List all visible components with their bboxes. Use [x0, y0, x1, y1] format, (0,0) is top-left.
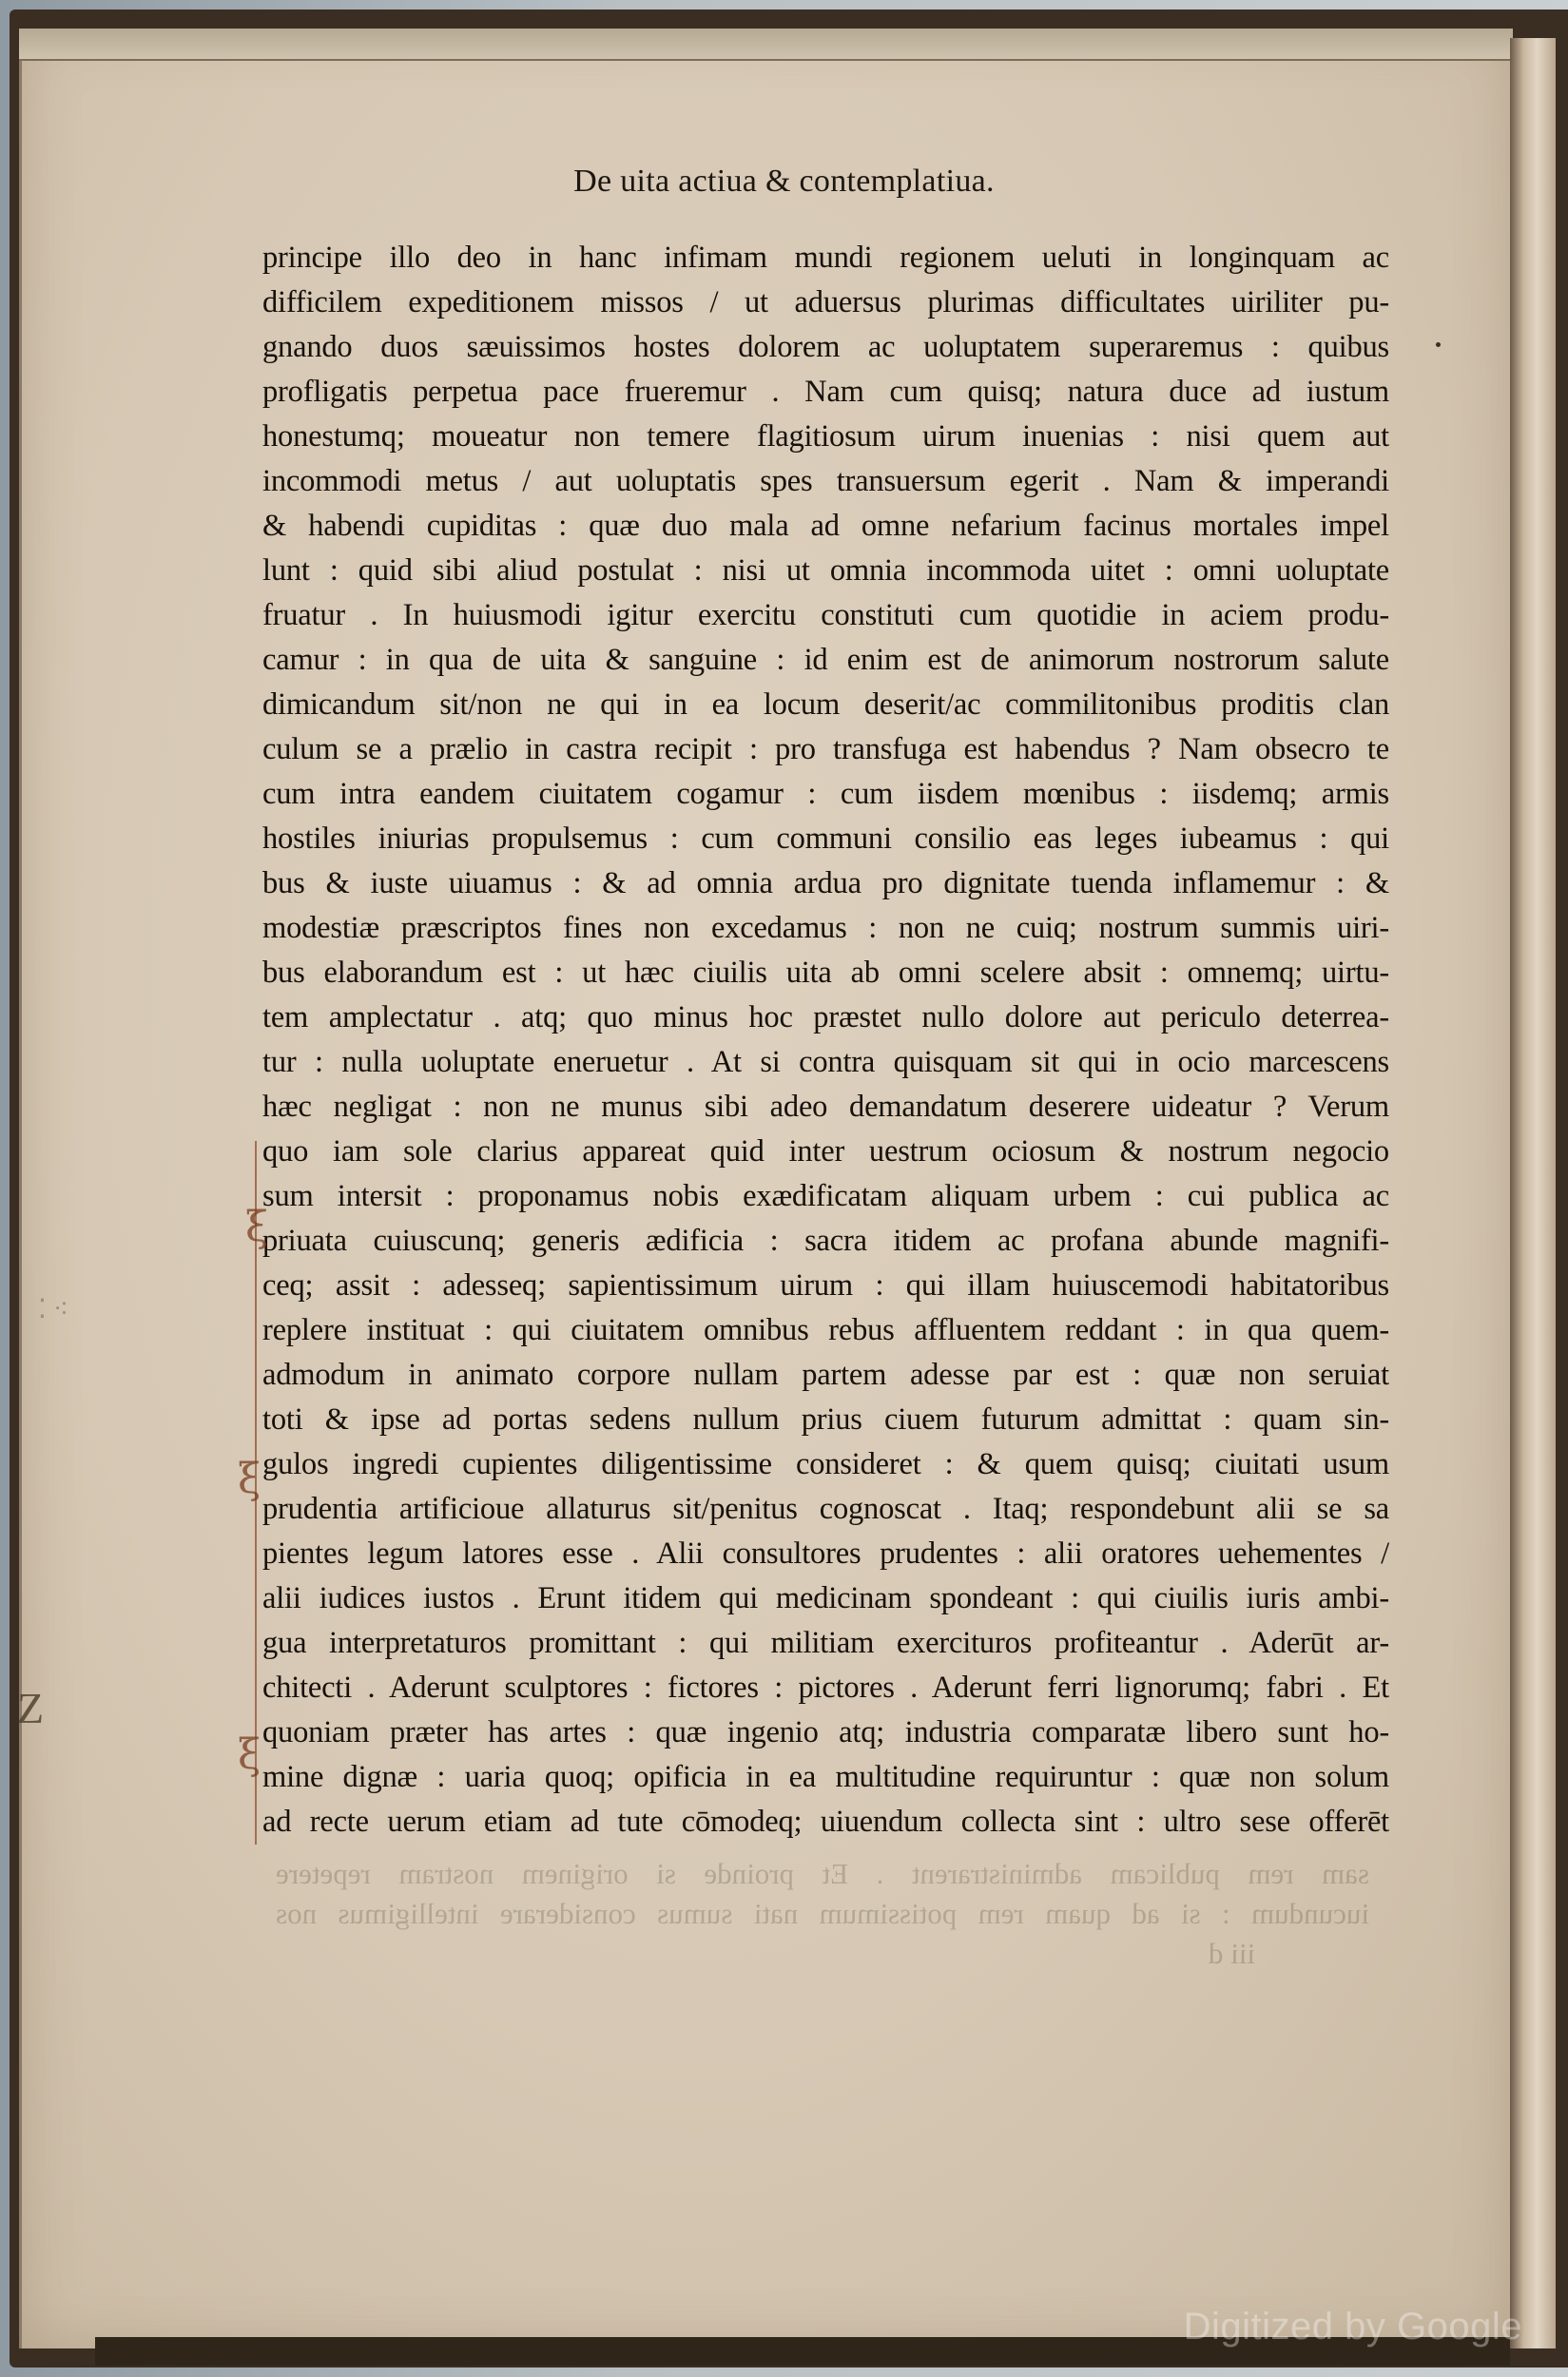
text-line: tur : nulla uoluptate eneruetur . At si contra quisquam sit qui in ocio marcescens	[262, 1045, 1389, 1079]
text-line: & habendi cupiditas : quæ duo mala ad omne nefarium facinus mortales impel	[262, 509, 1389, 543]
running-head: De uita actiua & contemplatiua.	[573, 164, 995, 199]
margin-squiggle-icon: ξ	[238, 1730, 261, 1779]
text-line: bus & iuste uiuamus : & ad omnia ardua pro dignitate tuenda inflamemur : &	[262, 866, 1389, 900]
text-line: chitecti . Aderunt sculptores : fictores : pictores . Aderunt ferri lignorumq; fabri . Et	[262, 1671, 1389, 1705]
text-line: honestumq; moueatur non temere flagitiosum uirum inuenias : nisi quem aut	[262, 419, 1389, 454]
top-page-edge	[19, 29, 1510, 61]
body-text	[262, 236, 1389, 1845]
text-line: toti & ipse ad portas sedens nullum prius ciuem futurum admittat : quam sin-	[262, 1402, 1389, 1437]
text-line: modestiæ præscriptos fines non excedamus : non ne cuiq; nostrum summis uiri-	[262, 911, 1389, 945]
text-line: camur : in qua de uita & sanguine : id enim est de animorum nostrorum salute	[262, 643, 1389, 677]
text-line: hæc negligat : non ne munus sibi adeo demandatum deserere uideatur ? Verum	[262, 1090, 1389, 1124]
bleed-through-text	[276, 1854, 1369, 1974]
text-line: profligatis perpetua pace frueremur . Nam cum quisq; natura duce ad iustum	[262, 375, 1389, 409]
text-line: mine dignæ : uaria quoq; opificia in ea multitudine requiruntur : quæ non solum	[262, 1760, 1389, 1794]
text-line: prudentia artificioue allaturus sit/penitus cognoscat . Itaq; respondebunt alii se sa	[262, 1492, 1389, 1526]
ink-dot	[1436, 342, 1441, 347]
text-line: gua interpretaturos promittant : qui militiam exercituros profiteantur . Aderūt ar-	[262, 1626, 1389, 1660]
text-line: gulos ingredi cupientes diligentissime consideret : & quem quisq; ciuitati usum	[262, 1447, 1389, 1481]
text-line: ceq; assit : adesseq; sapientissimum uirum : qui illam huiuscemodi habitatoribus	[262, 1268, 1389, 1303]
text-line: admodum in animato corpore nullam partem adesse par est : quæ non seruiat	[262, 1358, 1389, 1392]
margin-squiggle-icon: ξ	[238, 1455, 261, 1503]
stray-marks-icon: ⁚ ⁖	[38, 1295, 69, 1324]
text-line: bus elaborandum est : ut hæc ciuilis uita ab omni scelere absit : omnemq; uirtu-	[262, 956, 1389, 990]
text-line: hostiles iniurias propulsemus : cum communi consilio eas leges iubeamus : qui	[262, 821, 1389, 856]
text-line: cum intra eandem ciuitatem cogamur : cum iisdem mœnibus : iisdemq; armis	[262, 777, 1389, 811]
text-line: sum intersit : proponamus nobis exædificatam aliquam urbem : cui publica ac	[262, 1179, 1389, 1213]
text-line: gnando duos sæuissimos hostes dolorem ac uoluptatem superaremus : quibus	[262, 330, 1389, 364]
text-line: alii iudices iustos . Erunt itidem qui medicinam spondeant : qui ciuilis iuris ambi-	[262, 1581, 1389, 1615]
text-line: priuata cuiuscunq; generis ædificia : sacra itidem ac profana abunde magnifi-	[262, 1224, 1389, 1258]
bleed-line: iucundum : si ad quam rem potissimum nati sumus considerare intelligimus nos	[276, 1897, 1369, 1930]
text-line: replere instituat : qui ciuitatem omnibus rebus affluentem reddant : in qua quem-	[262, 1313, 1389, 1347]
text-line: quo iam sole clarius appareat quid inter uestrum ociosum & nostrum negocio	[262, 1134, 1389, 1169]
text-line: tem amplectatur . atq; quo minus hoc præstet nullo dolore aut periculo deterrea-	[262, 1000, 1389, 1034]
text-line: lunt : quid sibi aliud postulat : nisi ut omnia incommoda uitet : omni uoluptate	[262, 553, 1389, 588]
text-line: principe illo deo in hanc infimam mundi regionem ueluti in longinquam ac	[262, 241, 1389, 275]
text-line: incommodi metus / aut uoluptatis spes transuersum egerit . Nam & imperandi	[262, 464, 1389, 498]
text-line: fruatur . In huiusmodi igitur exercitu constituti cum quotidie in aciem produ-	[262, 598, 1389, 632]
text-line: difficilem expeditionem missos / ut aduersus plurimas difficultates uiriliter pu-	[262, 285, 1389, 319]
text-line: dimicandum sit/non ne qui in ea locum deserit/ac commilitonibus proditis clan	[262, 687, 1389, 722]
watermark: Digitized by Google	[1183, 2306, 1522, 2348]
margin-note: Z	[17, 1684, 45, 1732]
bleed-line: sam rem publicam administrarent . Et proinde si originem nostram repetere	[276, 1857, 1369, 1890]
bleed-line: iii d	[1208, 1937, 1255, 1970]
text-line: pientes legum latores esse . Alii consultores prudentes : alii oratores uehementes /	[262, 1536, 1389, 1571]
text-line: ad recte uerum etiam ad tute cōmodeq; uiuendum collecta sint : ultro sese offerēt	[262, 1805, 1389, 1839]
page-edge	[1510, 38, 1556, 2348]
text-line: culum se a prælio in castra recipit : pro transfuga est habendus ? Nam obsecro te	[262, 732, 1389, 766]
margin-squiggle-icon: ξ	[245, 1203, 269, 1251]
text-line: quoniam præter has artes : quæ ingenio atq; industria comparatæ libero sunt ho-	[262, 1715, 1389, 1749]
